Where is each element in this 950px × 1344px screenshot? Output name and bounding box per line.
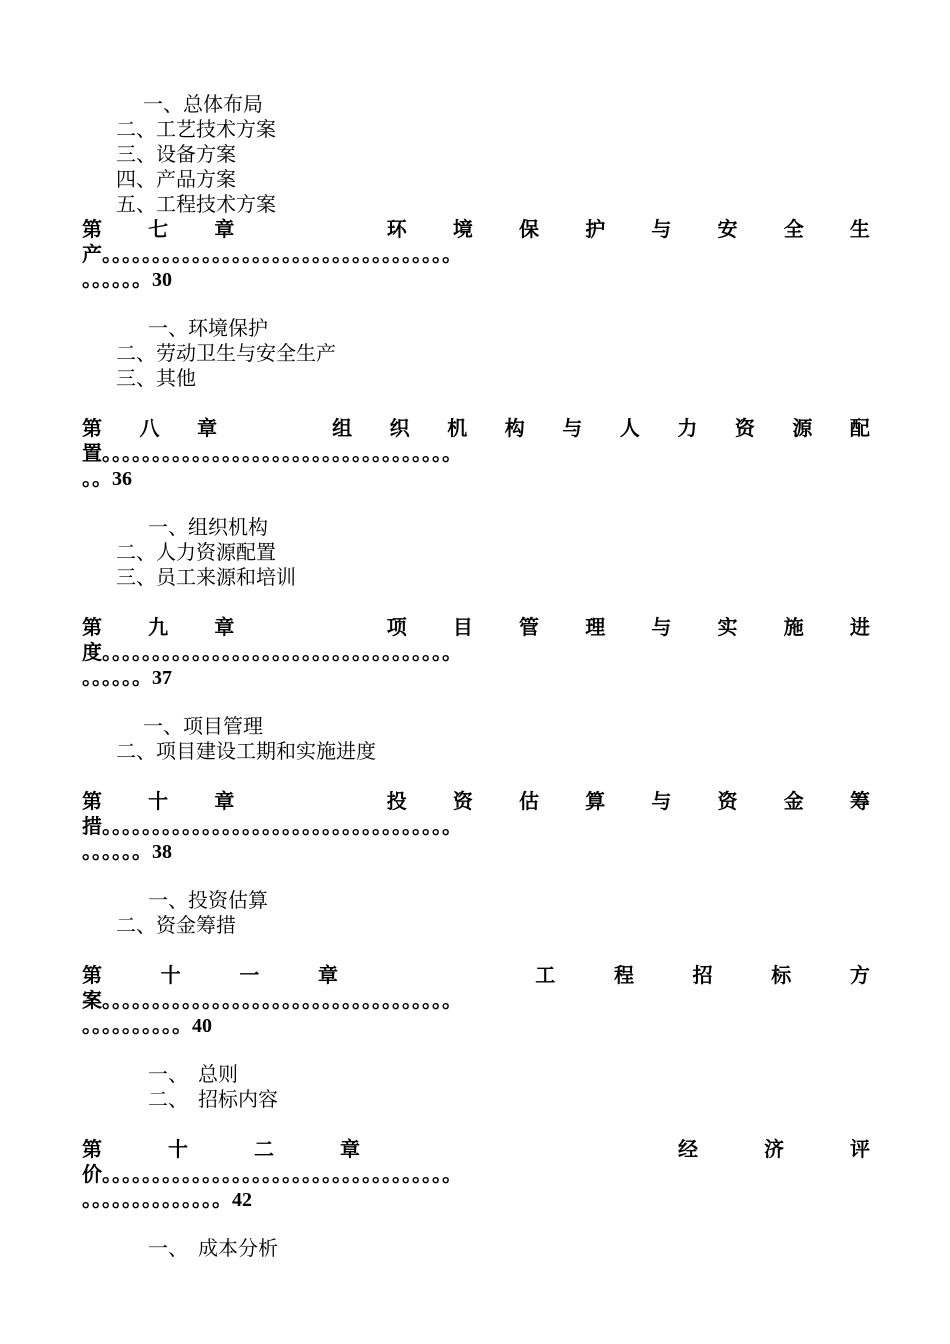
toc-chapter-9[interactable] — [82, 615, 870, 690]
leader-dots: 。。。。。。。。。。。。。。。。。。。。。。。。。。。。。。。。。。。 — [102, 242, 462, 266]
leader-dots: 。。。。。。。。。。 — [82, 1013, 192, 1037]
heading-char: 护 — [585, 217, 606, 241]
toc-subitem: 二、 招标内容 — [148, 1087, 278, 1111]
heading-char: 力 — [677, 416, 698, 440]
page-number: 37 — [152, 667, 172, 689]
heading-char: 与 — [651, 615, 672, 639]
heading-char: 源 — [792, 416, 813, 440]
heading-char: 十 — [168, 1137, 188, 1161]
toc-subitem: 三、员工来源和培训 — [116, 565, 296, 589]
page-number: 42 — [232, 1189, 252, 1211]
heading-char: 十 — [160, 963, 181, 987]
heading-char: 八 — [139, 416, 160, 440]
page-number: 30 — [152, 269, 172, 291]
toc-subitem: 一、 成本分析 — [148, 1236, 278, 1260]
leader-dots: 。。。。。。。。。。。。。。。。。。。。。。。。。。。。。。。。。。。 — [102, 441, 462, 465]
heading-char: 产 — [82, 242, 102, 266]
heading-char: 方 — [849, 963, 870, 987]
heading-char: 章 — [197, 416, 218, 440]
toc-chapter-12[interactable] — [82, 1137, 870, 1212]
heading-char: 章 — [340, 1137, 360, 1161]
heading-char: 与 — [651, 789, 672, 813]
toc-chapter-7[interactable] — [82, 217, 870, 292]
heading-char: 织 — [389, 416, 410, 440]
toc-subitem: 二、劳动卫生与安全生产 — [116, 341, 336, 365]
heading-char: 济 — [764, 1137, 784, 1161]
heading-char: 全 — [783, 217, 804, 241]
heading-char: 章 — [214, 217, 235, 241]
page-number: 38 — [152, 841, 172, 863]
heading-char: 金 — [783, 789, 804, 813]
toc-subitem: 一、 总则 — [148, 1062, 238, 1086]
page-number: 36 — [112, 468, 132, 490]
heading-char: 评 — [850, 1137, 870, 1161]
leader-dots: 。。 — [82, 466, 112, 490]
toc-chapter-8[interactable] — [82, 416, 870, 491]
toc-subitem: 一、投资估算 — [148, 888, 268, 912]
leader-dots: 。。。。。。。。。。。。。。。。。。。。。。。。。。。。。。。。。。。 — [102, 1162, 462, 1186]
heading-char: 目 — [452, 615, 473, 639]
leader-dots: 。。。。。。 — [82, 839, 152, 863]
leader-dots: 。。。。。。 — [82, 267, 152, 291]
heading-char: 配 — [849, 416, 870, 440]
heading-char: 境 — [452, 217, 473, 241]
toc-subitem: 二、人力资源配置 — [116, 540, 276, 564]
toc-subitem: 四、产品方案 — [116, 167, 236, 191]
heading-char: 保 — [519, 217, 540, 241]
heading-char: 度 — [82, 640, 102, 664]
heading-char: 第 — [82, 615, 102, 639]
toc-subitem: 三、其他 — [116, 366, 196, 390]
heading-char: 一 — [239, 963, 260, 987]
heading-char: 与 — [562, 416, 583, 440]
heading-char: 资 — [452, 789, 473, 813]
heading-char: 筹 — [849, 789, 870, 813]
toc-subitem: 一、项目管理 — [143, 714, 263, 738]
heading-char: 人 — [619, 416, 640, 440]
toc-subitem: 二、项目建设工期和实施进度 — [116, 739, 376, 763]
chapter-heading — [82, 217, 870, 242]
heading-char: 十 — [148, 789, 169, 813]
heading-char: 第 — [82, 789, 102, 813]
toc-subitem: 二、工艺技术方案 — [116, 117, 276, 141]
heading-char: 生 — [849, 217, 870, 241]
toc-subitem: 三、设备方案 — [116, 142, 236, 166]
heading-char: 置 — [82, 441, 102, 465]
heading-char: 第 — [82, 1137, 102, 1161]
chapter-heading — [82, 789, 870, 814]
heading-char: 项 — [386, 615, 407, 639]
heading-char: 组 — [332, 416, 353, 440]
chapter-heading — [82, 963, 870, 988]
heading-char: 二 — [254, 1137, 274, 1161]
heading-char: 进 — [849, 615, 870, 639]
heading-char: 招 — [692, 963, 713, 987]
toc-subitem: 一、组织机构 — [148, 515, 268, 539]
heading-char: 环 — [386, 217, 407, 241]
leader-dots: 。。。。。。。。。。。。。。。。。。。。。。。。。。。。。。。。。。。 — [102, 988, 462, 1012]
chapter-heading — [82, 416, 870, 441]
heading-char: 七 — [148, 217, 169, 241]
toc-subitem: 一、总体布局 — [143, 92, 263, 116]
leader-dots: 。。。。。。。。。。。。。。。。。。。。。。。。。。。。。。。。。。。 — [102, 640, 462, 664]
heading-char: 算 — [585, 789, 606, 813]
heading-char: 理 — [585, 615, 606, 639]
heading-char: 标 — [771, 963, 792, 987]
page-number: 40 — [192, 1015, 212, 1037]
chapter-heading — [82, 615, 870, 640]
heading-char: 程 — [613, 963, 634, 987]
heading-char: 价 — [82, 1162, 102, 1186]
heading-char: 管 — [519, 615, 540, 639]
toc-subitem: 五、工程技术方案 — [116, 192, 276, 216]
heading-char: 措 — [82, 814, 102, 838]
heading-char: 资 — [734, 416, 755, 440]
heading-char: 九 — [148, 615, 169, 639]
heading-char: 案 — [82, 988, 102, 1012]
heading-char: 安 — [717, 217, 738, 241]
toc-subitem: 一、环境保护 — [148, 316, 268, 340]
heading-char: 施 — [783, 615, 804, 639]
heading-char: 章 — [214, 615, 235, 639]
heading-char: 投 — [386, 789, 407, 813]
heading-char: 第 — [82, 217, 102, 241]
heading-char: 工 — [535, 963, 556, 987]
heading-char: 章 — [214, 789, 235, 813]
heading-char: 估 — [519, 789, 540, 813]
heading-char: 机 — [447, 416, 468, 440]
heading-char: 实 — [717, 615, 738, 639]
heading-char: 经 — [678, 1137, 698, 1161]
leader-dots: 。。。。。。 — [82, 665, 152, 689]
leader-dots: 。。。。。。。。。。。。。。。。。。。。。。。。。。。。。。。。。。。 — [102, 814, 462, 838]
heading-char: 章 — [317, 963, 338, 987]
heading-char: 构 — [504, 416, 525, 440]
leader-dots: 。。。。。。。。。。。。。。 — [82, 1187, 232, 1211]
toc-chapter-10[interactable] — [82, 789, 870, 864]
heading-char: 第 — [82, 416, 102, 440]
heading-char: 资 — [717, 789, 738, 813]
chapter-heading — [82, 1137, 870, 1162]
heading-char: 第 — [82, 963, 102, 987]
toc-subitem: 二、资金筹措 — [116, 913, 236, 937]
heading-char: 与 — [651, 217, 672, 241]
toc-chapter-11[interactable] — [82, 963, 870, 1038]
